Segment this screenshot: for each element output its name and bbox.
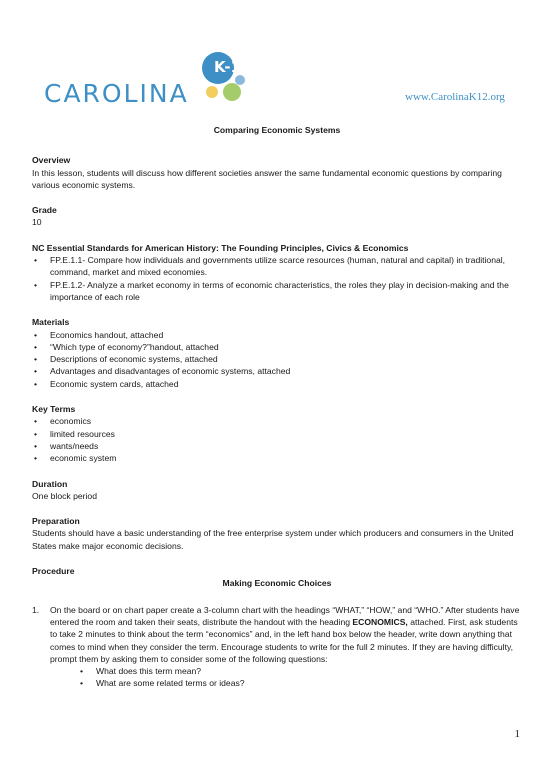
key-terms-heading: Key Terms xyxy=(32,404,76,415)
overview-heading: Overview xyxy=(32,155,71,166)
grade-section xyxy=(32,204,522,229)
list-item: • What are some related terms or ideas? xyxy=(78,677,522,689)
logo-badge: K-12 xyxy=(214,58,252,76)
key-terms-section xyxy=(32,403,522,464)
preparation-text: Students should have a basic understanding of the free enterprise system under which producers and consumers in the United States make major economic decisions. xyxy=(32,528,514,551)
list-item: • FP.E.1.1- Compare how individuals and governments utilize scarce resources (human, natural and capital) in traditional, command, market and mixed economies. xyxy=(32,254,522,279)
preparation-section xyxy=(32,515,522,552)
grade-heading: Grade xyxy=(32,205,57,216)
list-item: • Descriptions of economic systems, attached xyxy=(32,353,522,365)
materials-section xyxy=(32,316,522,390)
page-number: 1 xyxy=(514,728,520,740)
list-item: • FP.E.1.2- Analyze a market economy in terms of economic characteristics, the roles they play in decision-making and the importance of each role xyxy=(32,279,522,304)
document-title: Comparing Economic Systems xyxy=(213,125,341,135)
document-body xyxy=(32,124,522,690)
procedure-step xyxy=(32,604,522,690)
overview-section xyxy=(32,154,522,191)
list-item: • limited resources xyxy=(32,428,522,440)
step-text-part1: On the board or on chart paper create a 3-column chart with the headings “WHAT,” “HOW,” and “WHO.” After students have entered the room and taken their seats, distribute the handout with the heading xyxy=(50,604,520,627)
logo-text: CAROLINA xyxy=(44,79,189,108)
duration-heading: Duration xyxy=(32,478,68,489)
list-item: • Economics handout, attached xyxy=(32,329,522,341)
page-header xyxy=(0,0,550,120)
preparation-heading: Preparation xyxy=(32,516,80,527)
list-item: • economic system xyxy=(32,452,522,464)
step-text-bold: ECONOMICS, xyxy=(352,616,408,627)
list-item: • economics xyxy=(32,415,522,427)
grade-text: 10 xyxy=(32,217,42,228)
procedure-subheading: Making Economic Choices xyxy=(222,578,332,589)
procedure-heading: Procedure xyxy=(32,566,75,577)
procedure-section xyxy=(32,565,522,690)
list-item: • What does this term mean? xyxy=(78,665,522,677)
duration-section xyxy=(32,478,522,503)
step-text-part2: attached. First, ask students to take 2 minutes to think about the term “economics” and, in the left hand box below the header, write down anything that comes to mind when they consider the term. Encourage students to write for the full 2 minutes. If they are having difficulty, prompt them by asking them to consider some of the following questions: xyxy=(50,616,518,664)
duration-text: One block period xyxy=(32,490,97,501)
list-item: • Advantages and disadvantages of economic systems, attached xyxy=(32,365,522,377)
overview-text: In this lesson, students will discuss how different societies answer the same fundamental economic questions by comparing various economic systems. xyxy=(32,167,502,190)
list-item: • “Which type of economy?”handout, attached xyxy=(32,341,522,353)
website-link[interactable]: www.CarolinaK12.org xyxy=(405,91,505,103)
step-number: 1. xyxy=(32,604,40,615)
list-item: • wants/needs xyxy=(32,440,522,452)
standards-section xyxy=(32,242,522,303)
list-item: • Economic system cards, attached xyxy=(32,378,522,390)
standards-heading: NC Essential Standards for American History: The Founding Principles, Civics & Economics xyxy=(32,242,409,253)
materials-heading: Materials xyxy=(32,317,70,328)
